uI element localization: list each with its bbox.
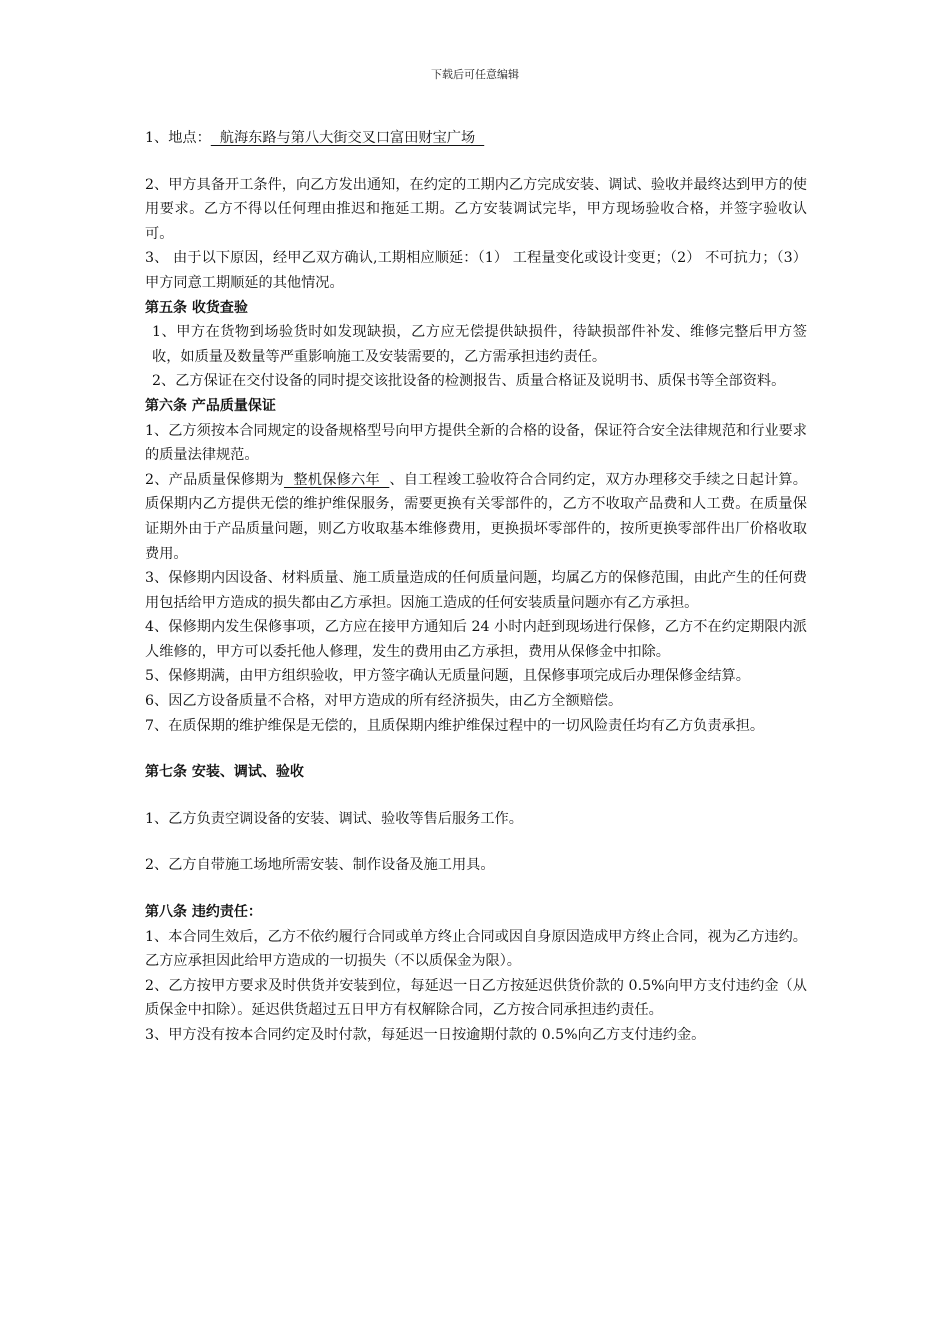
section-8-item-1: 1、本合同生效后，乙方不依约履行合同或单方终止合同或因自身原因造成甲方终止合同，视为乙方违约。乙方应承担因此给甲方造成的一切损失（不以质保金为限）。 bbox=[145, 928, 807, 970]
section-8-item-3: 3、甲方没有按本合同约定及时付款，每延迟一日按逾期付款的 0.5%向乙方支付违约金。 bbox=[145, 1027, 706, 1043]
schedule-paragraph: 2、甲方具备开工条件，向乙方发出通知，在约定的工期内乙方完成安装、调试、验收并最终达到甲方的使用要求。乙方不得以任何理由推迟和拖延工期。乙方安装调试完毕，甲方现场验收合格，并签字验收认可。 bbox=[145, 176, 807, 242]
section-7-item-2: 2、乙方自带施工场地所需安装、制作设备及施工用具。 bbox=[145, 857, 495, 874]
section-6-item-1: 1、乙方须按本合同规定的设备规格型号向甲方提供全新的合格的设备，保证符合安全法律规范和行业要求的质量法律规范。 bbox=[145, 422, 807, 464]
location-value: 航海东路与第八大街交叉口富田财宝广场 bbox=[210, 130, 485, 146]
location-paragraph bbox=[145, 126, 807, 151]
delay-paragraph: 3、 由于以下原因，经甲乙双方确认,工期相应顺延：（1） 工程量变化或设计变更；（2） 不可抗力；（3） 甲方同意工期顺延的其他情况。 bbox=[145, 250, 807, 291]
section-7-item-1: 1、乙方负责空调设备的安装、调试、验收等售后服务工作。 bbox=[145, 810, 523, 827]
page-header: 下载后可任意编辑 bbox=[431, 68, 519, 81]
document-body bbox=[145, 126, 807, 1048]
warranty-period: 整机保修六年 bbox=[283, 471, 390, 488]
section-6-item-6: 6、因乙方设备质量不合格，对甲方造成的所有经济损失，由乙方全额赔偿。 bbox=[145, 693, 623, 710]
warranty-prefix: 2、产品质量保修期为 bbox=[145, 471, 284, 488]
section-5-item-2: 2、乙方保证在交付设备的同时提交该批设备的检测报告、质量合格证及说明书、质保书等全部资料。 bbox=[152, 373, 786, 390]
section-5-title: 第五条 收货查验 bbox=[145, 299, 248, 316]
section-6-item-5: 5、保修期满，由甲方组织验收，甲方签字确认无质量问题，且保修事项完成后办理保修金结算。 bbox=[145, 668, 750, 685]
section-6-item-7: 7、在质保期的维护维保是无偿的，且质保期内维护维保过程中的一切风险责任均有乙方负责承担。 bbox=[145, 717, 765, 734]
section-8-item-2: 2、乙方按甲方要求及时供货并安装到位，每延迟一日乙方按延迟供货价款的 0.5%向甲方支付违约金（从质保金中扣除）。延迟供货超过五日甲方有权解除合同，乙方按合同承担违约责任。 bbox=[145, 977, 807, 1019]
section-6-item-4: 4、保修期内发生保修事项，乙方应在接甲方通知后 24 小时内赶到现场进行保修，乙方不在约定期限内派人维修的，甲方可以委托他人修理，发生的费用由乙方承担，费用从保修金中扣除。 bbox=[145, 619, 807, 660]
section-6-title: 第六条 产品质量保证 bbox=[145, 397, 276, 414]
section-8-title: 第八条 违约责任： bbox=[145, 904, 262, 921]
location-label: 1、地点： bbox=[145, 130, 211, 146]
warranty-suffix: 、自工程竣工验收符合合同约定，双方办理移交手续之日起计算。质保期内乙方提供无偿的维护维保服务，需要更换有关零部件的，乙方不收取产品费和人工费。在质量保证期外由于产品质量问题，则乙方收取基本维修费用，更换损坏零部件的，按所更换零部件出厂价格收取费用。 bbox=[145, 471, 807, 562]
section-6-item-2 bbox=[145, 468, 807, 566]
section-7-title: 第七条 安装、调试、验收 bbox=[145, 764, 304, 781]
section-5-item-1: 1、甲方在货物到场验货时如发现缺损，乙方应无偿提供缺损件，待缺损部件补发、维修完整后甲方签收，如质量及数量等严重影响施工及安装需要的，乙方需承担违约责任。 bbox=[152, 324, 807, 365]
section-6-item-3: 3、保修期内因设备、材料质量、施工质量造成的任何质量问题，均属乙方的保修范围，由此产生的任何费用包括给甲方造成的损失都由乙方承担。因施工造成的任何安装质量问题亦有乙方承担。 bbox=[145, 570, 807, 611]
